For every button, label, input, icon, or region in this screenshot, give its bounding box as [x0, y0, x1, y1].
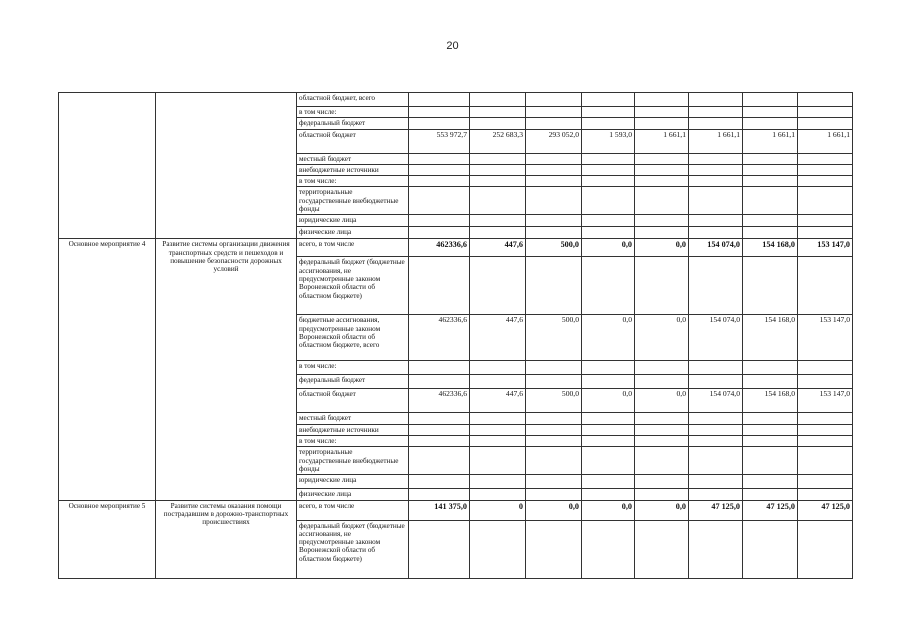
amount-cell: [689, 107, 743, 118]
amount-cell: [743, 164, 798, 175]
amount-cell: [582, 187, 635, 215]
amount-cell: [635, 361, 689, 375]
amount-cell: [409, 435, 470, 446]
source-label-cell: областной бюджет: [297, 129, 409, 153]
amount-cell: [409, 215, 470, 227]
amount-cell: [470, 375, 526, 389]
amount-cell: [526, 520, 582, 578]
amount-cell: [635, 176, 689, 187]
amount-cell: [689, 153, 743, 164]
amount-cell: [689, 489, 743, 500]
amount-cell: [526, 93, 582, 107]
source-label-cell: в том числе:: [297, 107, 409, 118]
amount-cell: 154 074,0: [689, 389, 743, 413]
status-cell: [59, 93, 156, 239]
amount-cell: [689, 424, 743, 435]
amount-cell: [798, 413, 853, 424]
amount-cell: [526, 176, 582, 187]
amount-cell: [798, 375, 853, 389]
source-label-cell: юридические лица: [297, 475, 409, 489]
amount-cell: [635, 227, 689, 239]
amount-cell: [409, 361, 470, 375]
amount-cell: 0,0: [635, 315, 689, 361]
amount-cell: [798, 93, 853, 107]
amount-cell: 47 125,0: [689, 500, 743, 520]
amount-cell: [526, 107, 582, 118]
amount-cell: [635, 435, 689, 446]
amount-cell: 153 147,0: [798, 239, 853, 257]
amount-cell: [470, 187, 526, 215]
amount-cell: [743, 118, 798, 129]
amount-cell: [635, 475, 689, 489]
amount-cell: [635, 118, 689, 129]
amount-cell: [582, 153, 635, 164]
source-label-cell: всего, в том числе: [297, 239, 409, 257]
amount-cell: [635, 187, 689, 215]
amount-cell: [526, 447, 582, 475]
amount-cell: 47 125,0: [798, 500, 853, 520]
amount-cell: 154 168,0: [743, 239, 798, 257]
event-name-cell: [156, 93, 297, 239]
amount-cell: [409, 257, 470, 315]
table-row: [59, 239, 853, 257]
amount-cell: 462336,6: [409, 315, 470, 361]
amount-cell: 47 125,0: [743, 500, 798, 520]
source-label-cell: внебюджетные источники: [297, 424, 409, 435]
amount-cell: 0,0: [582, 500, 635, 520]
table-row: [59, 93, 853, 107]
amount-cell: [798, 520, 853, 578]
amount-cell: [689, 520, 743, 578]
amount-cell: [798, 153, 853, 164]
source-label-cell: физические лица: [297, 489, 409, 500]
amount-cell: [582, 520, 635, 578]
amount-cell: 153 147,0: [798, 315, 853, 361]
amount-cell: [582, 489, 635, 500]
amount-cell: 154 168,0: [743, 315, 798, 361]
amount-cell: [635, 93, 689, 107]
amount-cell: [470, 447, 526, 475]
amount-cell: [582, 93, 635, 107]
amount-cell: [470, 93, 526, 107]
amount-cell: [470, 413, 526, 424]
amount-cell: [409, 118, 470, 129]
amount-cell: [743, 489, 798, 500]
amount-cell: [470, 361, 526, 375]
amount-cell: [470, 227, 526, 239]
amount-cell: 0,0: [635, 500, 689, 520]
amount-cell: 0: [470, 500, 526, 520]
amount-cell: [798, 435, 853, 446]
source-label-cell: областной бюджет: [297, 389, 409, 413]
amount-cell: [743, 107, 798, 118]
source-label-cell: местный бюджет: [297, 153, 409, 164]
amount-cell: [409, 424, 470, 435]
amount-cell: 462336,6: [409, 239, 470, 257]
amount-cell: [582, 257, 635, 315]
amount-cell: [409, 187, 470, 215]
source-label-cell: в том числе:: [297, 176, 409, 187]
amount-cell: [743, 361, 798, 375]
source-label-cell: внебюджетные источники: [297, 164, 409, 175]
budget-table: [58, 92, 853, 579]
amount-cell: [409, 375, 470, 389]
amount-cell: [798, 475, 853, 489]
amount-cell: [743, 475, 798, 489]
amount-cell: [582, 375, 635, 389]
amount-cell: [689, 475, 743, 489]
amount-cell: [409, 413, 470, 424]
amount-cell: [470, 435, 526, 446]
source-label-cell: федеральный бюджет (бюджетные ассигнования, не предусмотренные законом Воронежской области об областном бюджете): [297, 520, 409, 578]
amount-cell: [635, 375, 689, 389]
amount-cell: [526, 257, 582, 315]
amount-cell: [409, 176, 470, 187]
amount-cell: [689, 164, 743, 175]
amount-cell: [798, 424, 853, 435]
amount-cell: [582, 227, 635, 239]
amount-cell: [470, 520, 526, 578]
source-label-cell: физические лица: [297, 227, 409, 239]
status-cell: Основное мероприятие 4: [59, 239, 156, 500]
amount-cell: 1 661,1: [635, 129, 689, 153]
amount-cell: 447,6: [470, 239, 526, 257]
amount-cell: [470, 153, 526, 164]
amount-cell: [409, 520, 470, 578]
amount-cell: 154 074,0: [689, 239, 743, 257]
amount-cell: [526, 413, 582, 424]
source-label-cell: юридические лица: [297, 215, 409, 227]
amount-cell: 1 593,0: [582, 129, 635, 153]
amount-cell: [689, 118, 743, 129]
amount-cell: 500,0: [526, 389, 582, 413]
amount-cell: [526, 375, 582, 389]
amount-cell: 252 683,3: [470, 129, 526, 153]
source-label-cell: территориальные государственные внебюджетные фонды: [297, 187, 409, 215]
source-label-cell: федеральный бюджет (бюджетные ассигнования, не предусмотренные законом Воронежской области об областном бюджете): [297, 257, 409, 315]
amount-cell: 500,0: [526, 315, 582, 361]
amount-cell: [526, 489, 582, 500]
amount-cell: [470, 424, 526, 435]
amount-cell: [743, 413, 798, 424]
amount-cell: [526, 215, 582, 227]
amount-cell: [743, 227, 798, 239]
amount-cell: [526, 187, 582, 215]
amount-cell: [526, 118, 582, 129]
source-label-cell: областной бюджет, всего: [297, 93, 409, 107]
status-cell: Основное мероприятие 5: [59, 500, 156, 578]
amount-cell: [798, 215, 853, 227]
amount-cell: [743, 187, 798, 215]
amount-cell: [743, 153, 798, 164]
amount-cell: [743, 435, 798, 446]
amount-cell: 293 052,0: [526, 129, 582, 153]
amount-cell: [582, 424, 635, 435]
amount-cell: [409, 447, 470, 475]
amount-cell: [743, 424, 798, 435]
amount-cell: [689, 187, 743, 215]
amount-cell: [635, 520, 689, 578]
amount-cell: [635, 413, 689, 424]
amount-cell: [743, 176, 798, 187]
amount-cell: [582, 435, 635, 446]
source-label-cell: всего, в том числе: [297, 500, 409, 520]
amount-cell: [743, 93, 798, 107]
amount-cell: [689, 227, 743, 239]
amount-cell: 141 375,0: [409, 500, 470, 520]
amount-cell: [798, 257, 853, 315]
amount-cell: 0,0: [582, 239, 635, 257]
amount-cell: [798, 164, 853, 175]
amount-cell: [635, 107, 689, 118]
amount-cell: [689, 361, 743, 375]
amount-cell: [743, 375, 798, 389]
amount-cell: [635, 164, 689, 175]
amount-cell: [409, 227, 470, 239]
amount-cell: [635, 257, 689, 315]
source-label-cell: территориальные государственные внебюджетные фонды: [297, 447, 409, 475]
amount-cell: [635, 215, 689, 227]
amount-cell: [689, 257, 743, 315]
amount-cell: [526, 361, 582, 375]
amount-cell: [409, 164, 470, 175]
amount-cell: [635, 424, 689, 435]
source-label-cell: местный бюджет: [297, 413, 409, 424]
amount-cell: [582, 164, 635, 175]
amount-cell: [409, 489, 470, 500]
amount-cell: 154 168,0: [743, 389, 798, 413]
source-label-cell: в том числе:: [297, 361, 409, 375]
amount-cell: 0,0: [582, 315, 635, 361]
amount-cell: [470, 164, 526, 175]
amount-cell: [635, 447, 689, 475]
amount-cell: [689, 375, 743, 389]
amount-cell: [582, 475, 635, 489]
amount-cell: 1 661,1: [689, 129, 743, 153]
event-name-cell: Развитие системы оказания помощи пострадавшим в дорожно-транспортных происшествиях: [156, 500, 297, 578]
amount-cell: [689, 447, 743, 475]
page-number: 20: [446, 40, 459, 52]
amount-cell: 0,0: [635, 239, 689, 257]
amount-cell: [689, 176, 743, 187]
amount-cell: [798, 447, 853, 475]
source-label-cell: федеральный бюджет: [297, 375, 409, 389]
amount-cell: 0,0: [526, 500, 582, 520]
amount-cell: [526, 164, 582, 175]
amount-cell: [582, 215, 635, 227]
amount-cell: [635, 489, 689, 500]
amount-cell: [582, 107, 635, 118]
amount-cell: [582, 447, 635, 475]
amount-cell: 154 074,0: [689, 315, 743, 361]
amount-cell: 0,0: [582, 389, 635, 413]
amount-cell: [798, 187, 853, 215]
amount-cell: 0,0: [635, 389, 689, 413]
amount-cell: [409, 107, 470, 118]
amount-cell: [409, 153, 470, 164]
source-label-cell: бюджетные ассигнования, предусмотренные законом Воронежской области об областном бюджете, всего: [297, 315, 409, 361]
budget-table-body: [59, 93, 853, 579]
amount-cell: [526, 227, 582, 239]
table-row: [59, 500, 853, 520]
amount-cell: [743, 215, 798, 227]
amount-cell: 447,6: [470, 389, 526, 413]
amount-cell: 447,6: [470, 315, 526, 361]
amount-cell: [526, 475, 582, 489]
amount-cell: [470, 215, 526, 227]
event-name-cell: Развитие системы организации движения транспортных средств и пешеходов и повышение безопасности дорожных условий: [156, 239, 297, 500]
amount-cell: [743, 257, 798, 315]
amount-cell: 500,0: [526, 239, 582, 257]
amount-cell: 462336,6: [409, 389, 470, 413]
amount-cell: [409, 93, 470, 107]
amount-cell: 153 147,0: [798, 389, 853, 413]
amount-cell: [409, 475, 470, 489]
amount-cell: [689, 215, 743, 227]
amount-cell: [798, 118, 853, 129]
amount-cell: 553 972,7: [409, 129, 470, 153]
amount-cell: [526, 153, 582, 164]
amount-cell: [743, 520, 798, 578]
amount-cell: [798, 176, 853, 187]
amount-cell: [798, 107, 853, 118]
amount-cell: [635, 153, 689, 164]
amount-cell: 1 661,1: [743, 129, 798, 153]
amount-cell: [582, 413, 635, 424]
amount-cell: [582, 361, 635, 375]
amount-cell: [470, 107, 526, 118]
source-label-cell: в том числе:: [297, 435, 409, 446]
amount-cell: [470, 257, 526, 315]
amount-cell: [526, 435, 582, 446]
amount-cell: [798, 361, 853, 375]
amount-cell: [470, 118, 526, 129]
amount-cell: [798, 489, 853, 500]
source-label-cell: федеральный бюджет: [297, 118, 409, 129]
amount-cell: [582, 118, 635, 129]
amount-cell: [470, 176, 526, 187]
amount-cell: [743, 447, 798, 475]
amount-cell: [470, 475, 526, 489]
amount-cell: [689, 413, 743, 424]
amount-cell: [582, 176, 635, 187]
amount-cell: [470, 489, 526, 500]
amount-cell: [526, 424, 582, 435]
amount-cell: [689, 93, 743, 107]
amount-cell: [798, 227, 853, 239]
amount-cell: [689, 435, 743, 446]
amount-cell: 1 661,1: [798, 129, 853, 153]
